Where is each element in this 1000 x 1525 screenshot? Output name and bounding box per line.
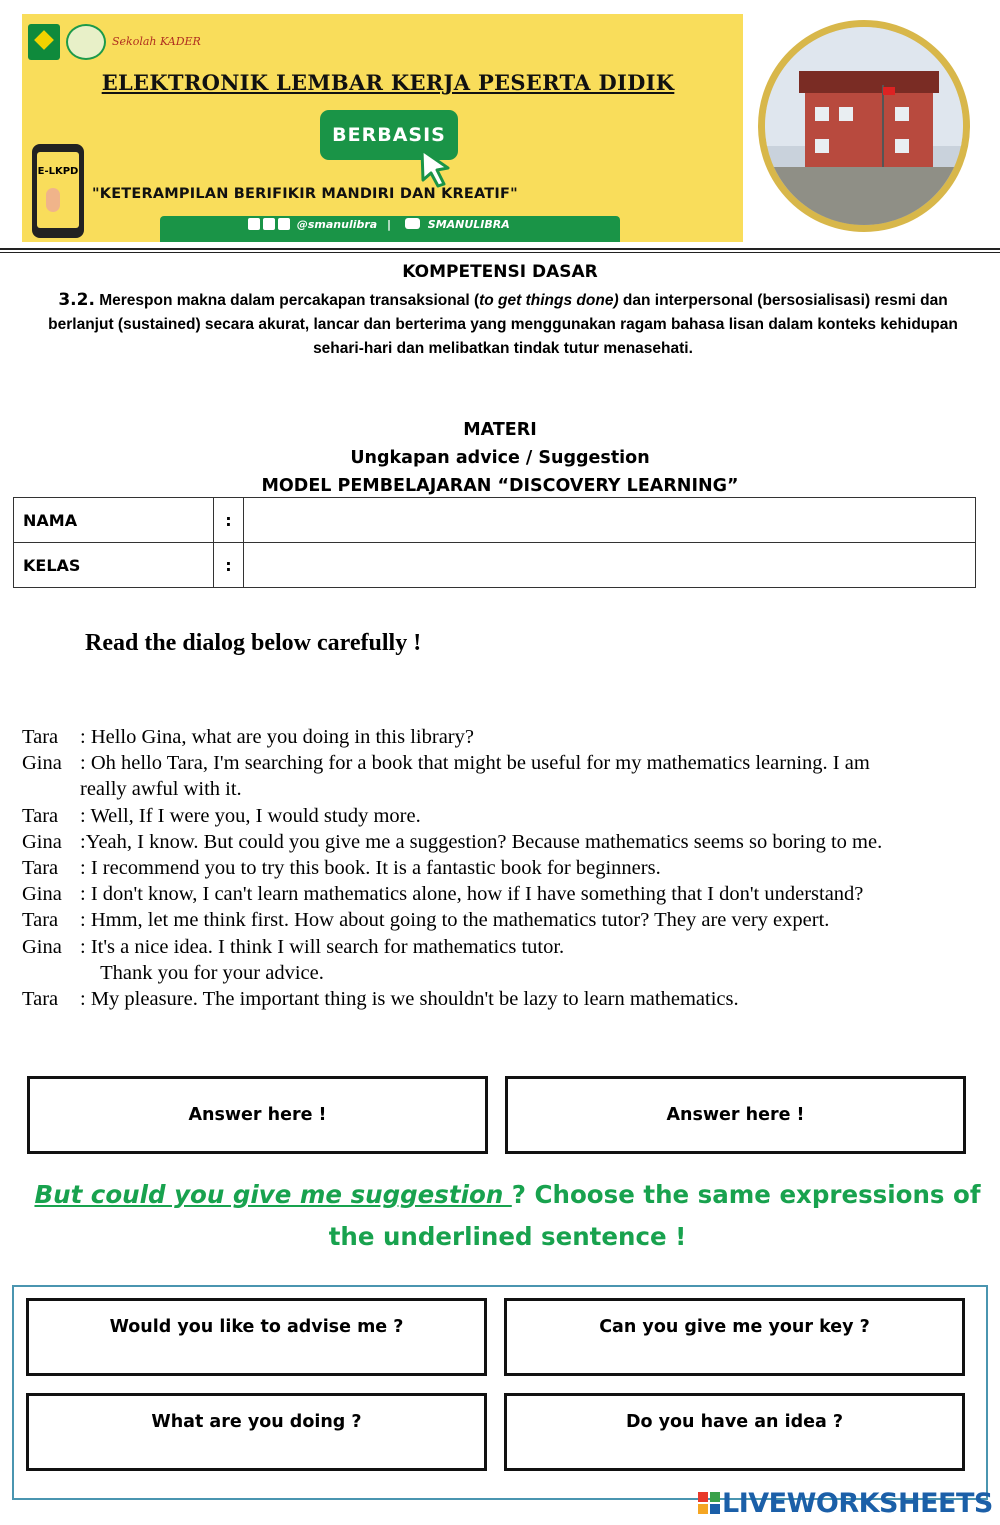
- dialog-line: [22, 881, 988, 907]
- header-rule-thin: [0, 252, 1000, 253]
- finger-icon: [46, 188, 60, 212]
- phone-icon: [32, 144, 84, 238]
- dialog-line: [22, 934, 988, 960]
- learning-model: MODEL PEMBELAJARAN “DISCOVERY LEARNING”: [261, 476, 739, 496]
- kelas-colon: :: [214, 543, 244, 588]
- nama-field[interactable]: [244, 498, 976, 543]
- nama-label: NAMA: [14, 498, 214, 543]
- question-rest: ? Choose the same expressions of the underlined sentence !: [328, 1180, 981, 1251]
- speaker: Tara: [22, 988, 59, 1011]
- kompetensi-number: 3.2.: [58, 290, 95, 310]
- school-logos: [28, 24, 201, 60]
- header-banner: [22, 14, 743, 242]
- dialog-line: [22, 907, 988, 933]
- speaker: Tara: [22, 857, 59, 880]
- option-card-4[interactable]: Do you have an idea ?: [504, 1393, 965, 1471]
- kompetensi-text: [28, 288, 978, 361]
- dialog-line: [22, 776, 988, 802]
- social-links: @smanulibra | SMANULIBRA: [248, 218, 510, 231]
- speaker: [22, 776, 80, 802]
- speaker: Tara: [22, 909, 59, 932]
- berbasis-badge: BERBASIS: [320, 110, 458, 160]
- materi-topic: Ungkapan advice / Suggestion: [350, 448, 650, 468]
- banner-title: ELEKTRONIK LEMBAR KERJA PESERTA DIDIK: [101, 70, 675, 95]
- dialog-line: [22, 855, 988, 881]
- header-rule: [0, 248, 1000, 250]
- school-building-photo: [758, 20, 970, 232]
- dialog-instruction: Read the dialog below carefully !: [85, 630, 422, 656]
- banner-tagline: "KETERAMPILAN BERIFIKIR MANDIRI DAN KREATIF": [92, 186, 518, 202]
- speaker: Gina: [22, 935, 62, 958]
- kompetensi-text-italic: to get things done): [479, 292, 619, 309]
- speaker: Gina: [22, 883, 62, 906]
- utterance: Thank you for your advice.: [80, 961, 324, 984]
- school-emblem-icon: [66, 24, 106, 60]
- speaker: Tara: [22, 804, 59, 827]
- dialog-line: [22, 986, 988, 1012]
- kelas-field[interactable]: [244, 543, 976, 588]
- speaker: Gina: [22, 752, 62, 775]
- question-prompt: [30, 1174, 985, 1258]
- option-card-2[interactable]: Can you give me your key ?: [504, 1298, 965, 1376]
- speaker: Tara: [22, 726, 59, 748]
- social-handle: @smanulibra: [296, 218, 378, 231]
- dialog-line: [22, 829, 988, 855]
- utterance: : Hello Gina, what are you doing in this library?: [80, 726, 474, 748]
- kelas-label: KELAS: [14, 543, 214, 588]
- phone-screen-label: E-LKPD: [37, 152, 79, 228]
- banner-green-strip: [160, 236, 620, 242]
- youtube-channel: SMANULIBRA: [427, 218, 510, 231]
- kompetensi-text-part2: dan interpersonal (bersosialisasi) resmi dan berlanjut (sustained) secara akurat, lancar dan berterima yang menggunakan ragam bahasa lisan dalam konteks kehidupan sehari-hari dan melibatkan tindak tutur menasehati.: [48, 292, 958, 357]
- nama-colon: :: [214, 498, 244, 543]
- utterance: : Oh hello Tara, I'm searching for a book that might be useful for my mathematics learning. I am: [80, 752, 870, 775]
- dialog-line: [22, 803, 988, 829]
- flag-icon: [883, 87, 895, 95]
- dialog-line: [22, 724, 988, 750]
- answer-drop-zone-1[interactable]: Answer here !: [27, 1076, 488, 1154]
- utterance: really awful with it.: [80, 778, 242, 801]
- dialog-line: [22, 750, 988, 776]
- materi-label: MATERI: [463, 420, 537, 440]
- table-row: [14, 498, 976, 543]
- dialog-line: [22, 960, 988, 986]
- identity-table: [13, 497, 976, 588]
- instagram-icon: [248, 218, 260, 230]
- utterance: : Well, If I were you, I would study more.: [80, 804, 421, 827]
- cursor-icon: [418, 148, 454, 188]
- liveworksheets-mark-icon: [698, 1492, 720, 1514]
- utterance: : It's a nice idea. I think I will search for mathematics tutor.: [80, 935, 565, 958]
- utterance: : I recommend you to try this book. It is a fantastic book for beginners.: [80, 857, 661, 880]
- youtube-icon: [405, 218, 420, 229]
- option-card-1[interactable]: Would you like to advise me ?: [26, 1298, 487, 1376]
- utterance: :Yeah, I know. But could you give me a suggestion? Because mathematics seems so boring to me.: [80, 830, 883, 853]
- speaker: [22, 960, 80, 986]
- table-row: [14, 543, 976, 588]
- question-underlined: But could you give me suggestion: [34, 1180, 512, 1209]
- liveworksheets-logo[interactable]: [698, 1488, 993, 1519]
- speaker: Gina: [22, 830, 62, 853]
- nu-logo-icon: [28, 24, 60, 60]
- kompetensi-title: KOMPETENSI DASAR: [402, 262, 598, 282]
- liveworksheets-brand: LIVEWORKSHEETS: [722, 1488, 993, 1519]
- option-card-3[interactable]: What are you doing ?: [26, 1393, 487, 1471]
- kompetensi-text-part1: Merespon makna dalam percakapan transaksional (: [94, 292, 480, 309]
- answer-drop-zone-2[interactable]: Answer here !: [505, 1076, 966, 1154]
- utterance: : Hmm, let me think first. How about going to the mathematics tutor? They are very expert.: [80, 909, 830, 932]
- materi-heading: [0, 416, 1000, 500]
- facebook-icon: [263, 218, 275, 230]
- utterance: : My pleasure. The important thing is we shouldn't be lazy to learn mathematics.: [80, 988, 739, 1011]
- sekolah-kader-logo: Sekolah KADER: [112, 35, 201, 48]
- utterance: : I don't know, I can't learn mathematics alone, how if I have something that I don't understand?: [80, 883, 864, 906]
- tiktok-icon: [278, 218, 290, 230]
- dialog: [22, 724, 988, 1012]
